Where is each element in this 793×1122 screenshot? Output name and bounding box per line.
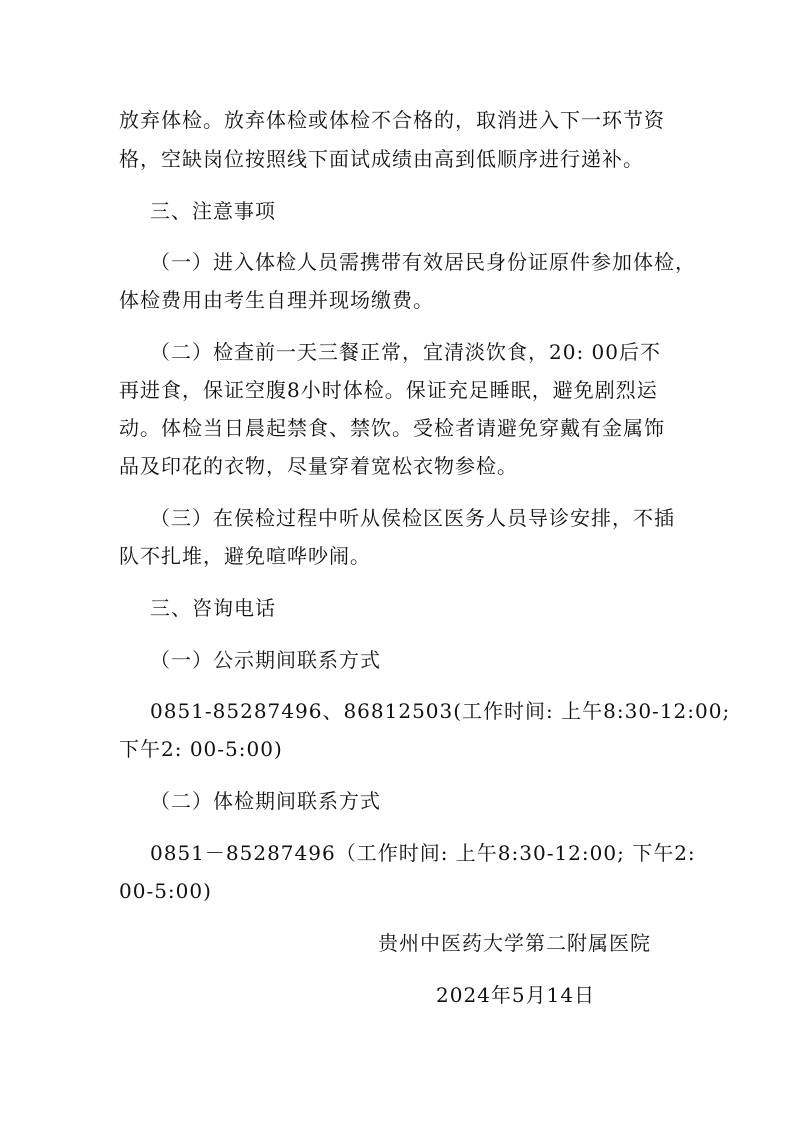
- paragraph-line: 放弃体检。放弃体检或体检不合格的，取消进入下一环节资: [119, 108, 665, 132]
- signature-organization: 贵州中医药大学第二附属医院: [378, 931, 651, 955]
- paragraph-line: 体检费用由考生自理并现场缴费。: [119, 288, 434, 312]
- paragraph-line: 格，空缺岗位按照线下面试成绩由高到低顺序进行递补。: [119, 147, 644, 171]
- contact-phone-line: 0851－85287496（工作时间: 上午8:30-12:00; 下午2:: [150, 841, 696, 865]
- paragraph-line: 再进食，保证空腹8小时体检。保证充足睡眠，避免剧烈运: [119, 378, 658, 402]
- section-heading-notes: 三、注意事项: [150, 199, 276, 223]
- paragraph-line: 动。体检当日晨起禁食、禁饮。受检者请避免穿戴有金属饰: [119, 416, 665, 440]
- contact-title-publicity: （一）公示期间联系方式: [150, 648, 381, 672]
- contact-phone-line: 0851-85287496、86812503(工作时间: 上午8:30-12:00;: [150, 699, 731, 723]
- signature-date: 2024年5月14日: [436, 983, 596, 1007]
- paragraph-line: （一）进入体检人员需携带有效居民身份证原件参加体检，: [150, 250, 696, 274]
- paragraph-line: 队不扎堆，避免喧哗吵闹。: [119, 544, 371, 568]
- paragraph-line: （二）检查前一天三餐正常，宜清淡饮食，20: 00后不: [150, 340, 661, 364]
- section-heading-contact: 三、咨询电话: [150, 596, 276, 620]
- paragraph-line: （三）在侯检过程中听从侯检区医务人员导诊安排，不插: [150, 506, 675, 530]
- contact-phone-line: 00-5:00): [119, 879, 212, 903]
- paragraph-line: 品及印花的衣物，尽量穿着宽松衣物参检。: [119, 454, 518, 478]
- contact-phone-line: 下午2: 00-5:00): [119, 737, 283, 761]
- contact-title-exam: （二）体检期间联系方式: [150, 789, 381, 813]
